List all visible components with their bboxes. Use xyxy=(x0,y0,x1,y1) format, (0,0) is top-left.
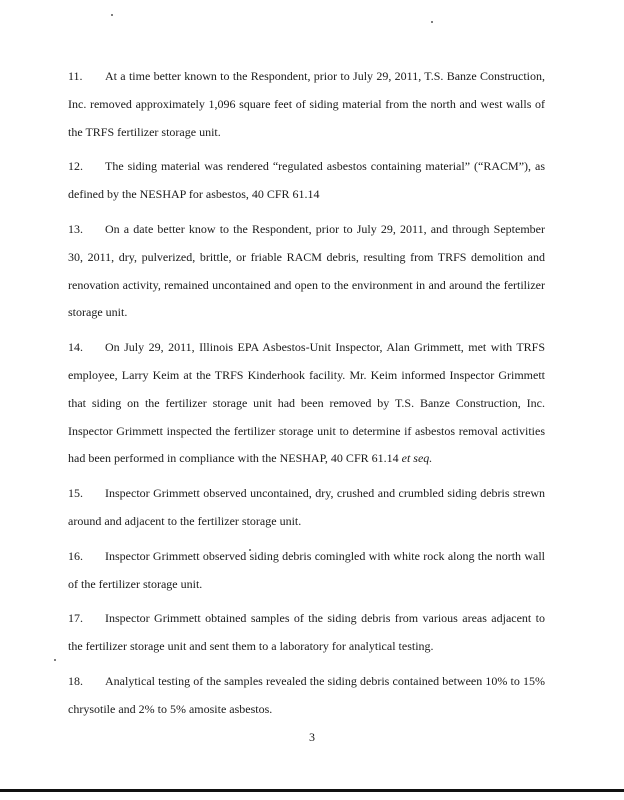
paragraph-16 xyxy=(68,543,545,599)
paragraph-text: At a time better known to the Respondent, prior to July 29, 2011, T.S. Banze Construction, Inc. removed approximately 1,096 square feet of siding material from the north and west walls of the TRFS fertilizer storage unit. xyxy=(68,69,545,139)
citation-italic: et seq. xyxy=(401,451,433,466)
scan-speck xyxy=(431,21,433,23)
paragraph-12 xyxy=(68,153,545,209)
paragraph-11 xyxy=(68,63,545,146)
paragraph-number: 16. xyxy=(68,548,83,563)
paragraph-text: The siding material was rendered “regulated asbestos containing material” (“RACM”), as defined by the NESHAP for asbestos, 40 CFR 61.14 xyxy=(68,159,545,202)
paragraph-14 xyxy=(68,334,545,473)
paragraph-18 xyxy=(68,668,545,724)
paragraph-number: 18. xyxy=(68,673,83,688)
scan-border-line xyxy=(0,789,624,792)
paragraph-number: 13. xyxy=(68,221,83,236)
paragraph-text: Analytical testing of the samples revealed the siding debris contained between 10% to 15% chrysotile and 2% to 5% amosite asbestos. xyxy=(68,673,545,716)
scan-speck xyxy=(54,659,56,661)
paragraph-text: On July 29, 2011, Illinois EPA Asbestos-Unit Inspector, Alan Grimmett, met with TRFS employee, Larry Keim at the TRFS Kinderhook facility. Mr. Keim informed Inspector Grimmett that siding on the fertilizer storage unit had been removed by T.S. Banze Construction, Inc. Inspector Grimmett inspected the fertilizer storage unit to determine if asbestos removal activities had been performed in compliance with the NESHAP, 40 CFR 61.14 xyxy=(68,340,545,466)
paragraph-number: 17. xyxy=(68,611,83,626)
paragraph-number: 15. xyxy=(68,486,83,501)
paragraph-17 xyxy=(68,605,545,661)
paragraph-number: 12. xyxy=(68,159,83,174)
paragraph-text: On a date better know to the Respondent, prior to July 29, 2011, and through September 30, 2011, dry, pulverized, brittle, or friable RACM debris, resulting from TRFS demolition and renovation activity, remained uncontained and open to the environment in and around the fertilizer storage unit. xyxy=(68,221,545,320)
paragraph-text: Inspector Grimmett obtained samples of the siding debris from various areas adjacent to the fertilizer storage unit and sent them to a laboratory for analytical testing. xyxy=(68,611,545,654)
paragraph-text: Inspector Grimmett observed siding debris comingled with white rock along the north wall of the fertilizer storage unit. xyxy=(68,548,545,591)
paragraph-number: 14. xyxy=(68,340,83,355)
page-number: 3 xyxy=(309,730,315,744)
paragraph-text: Inspector Grimmett observed uncontained, dry, crushed and crumbled siding debris strewn around and adjacent to the fertilizer storage unit. xyxy=(68,486,545,528)
paragraph-15 xyxy=(68,480,545,536)
paragraph-13 xyxy=(68,216,545,327)
paragraph-number: 11. xyxy=(68,69,83,83)
scan-speck xyxy=(111,14,113,16)
document-body xyxy=(68,63,545,731)
